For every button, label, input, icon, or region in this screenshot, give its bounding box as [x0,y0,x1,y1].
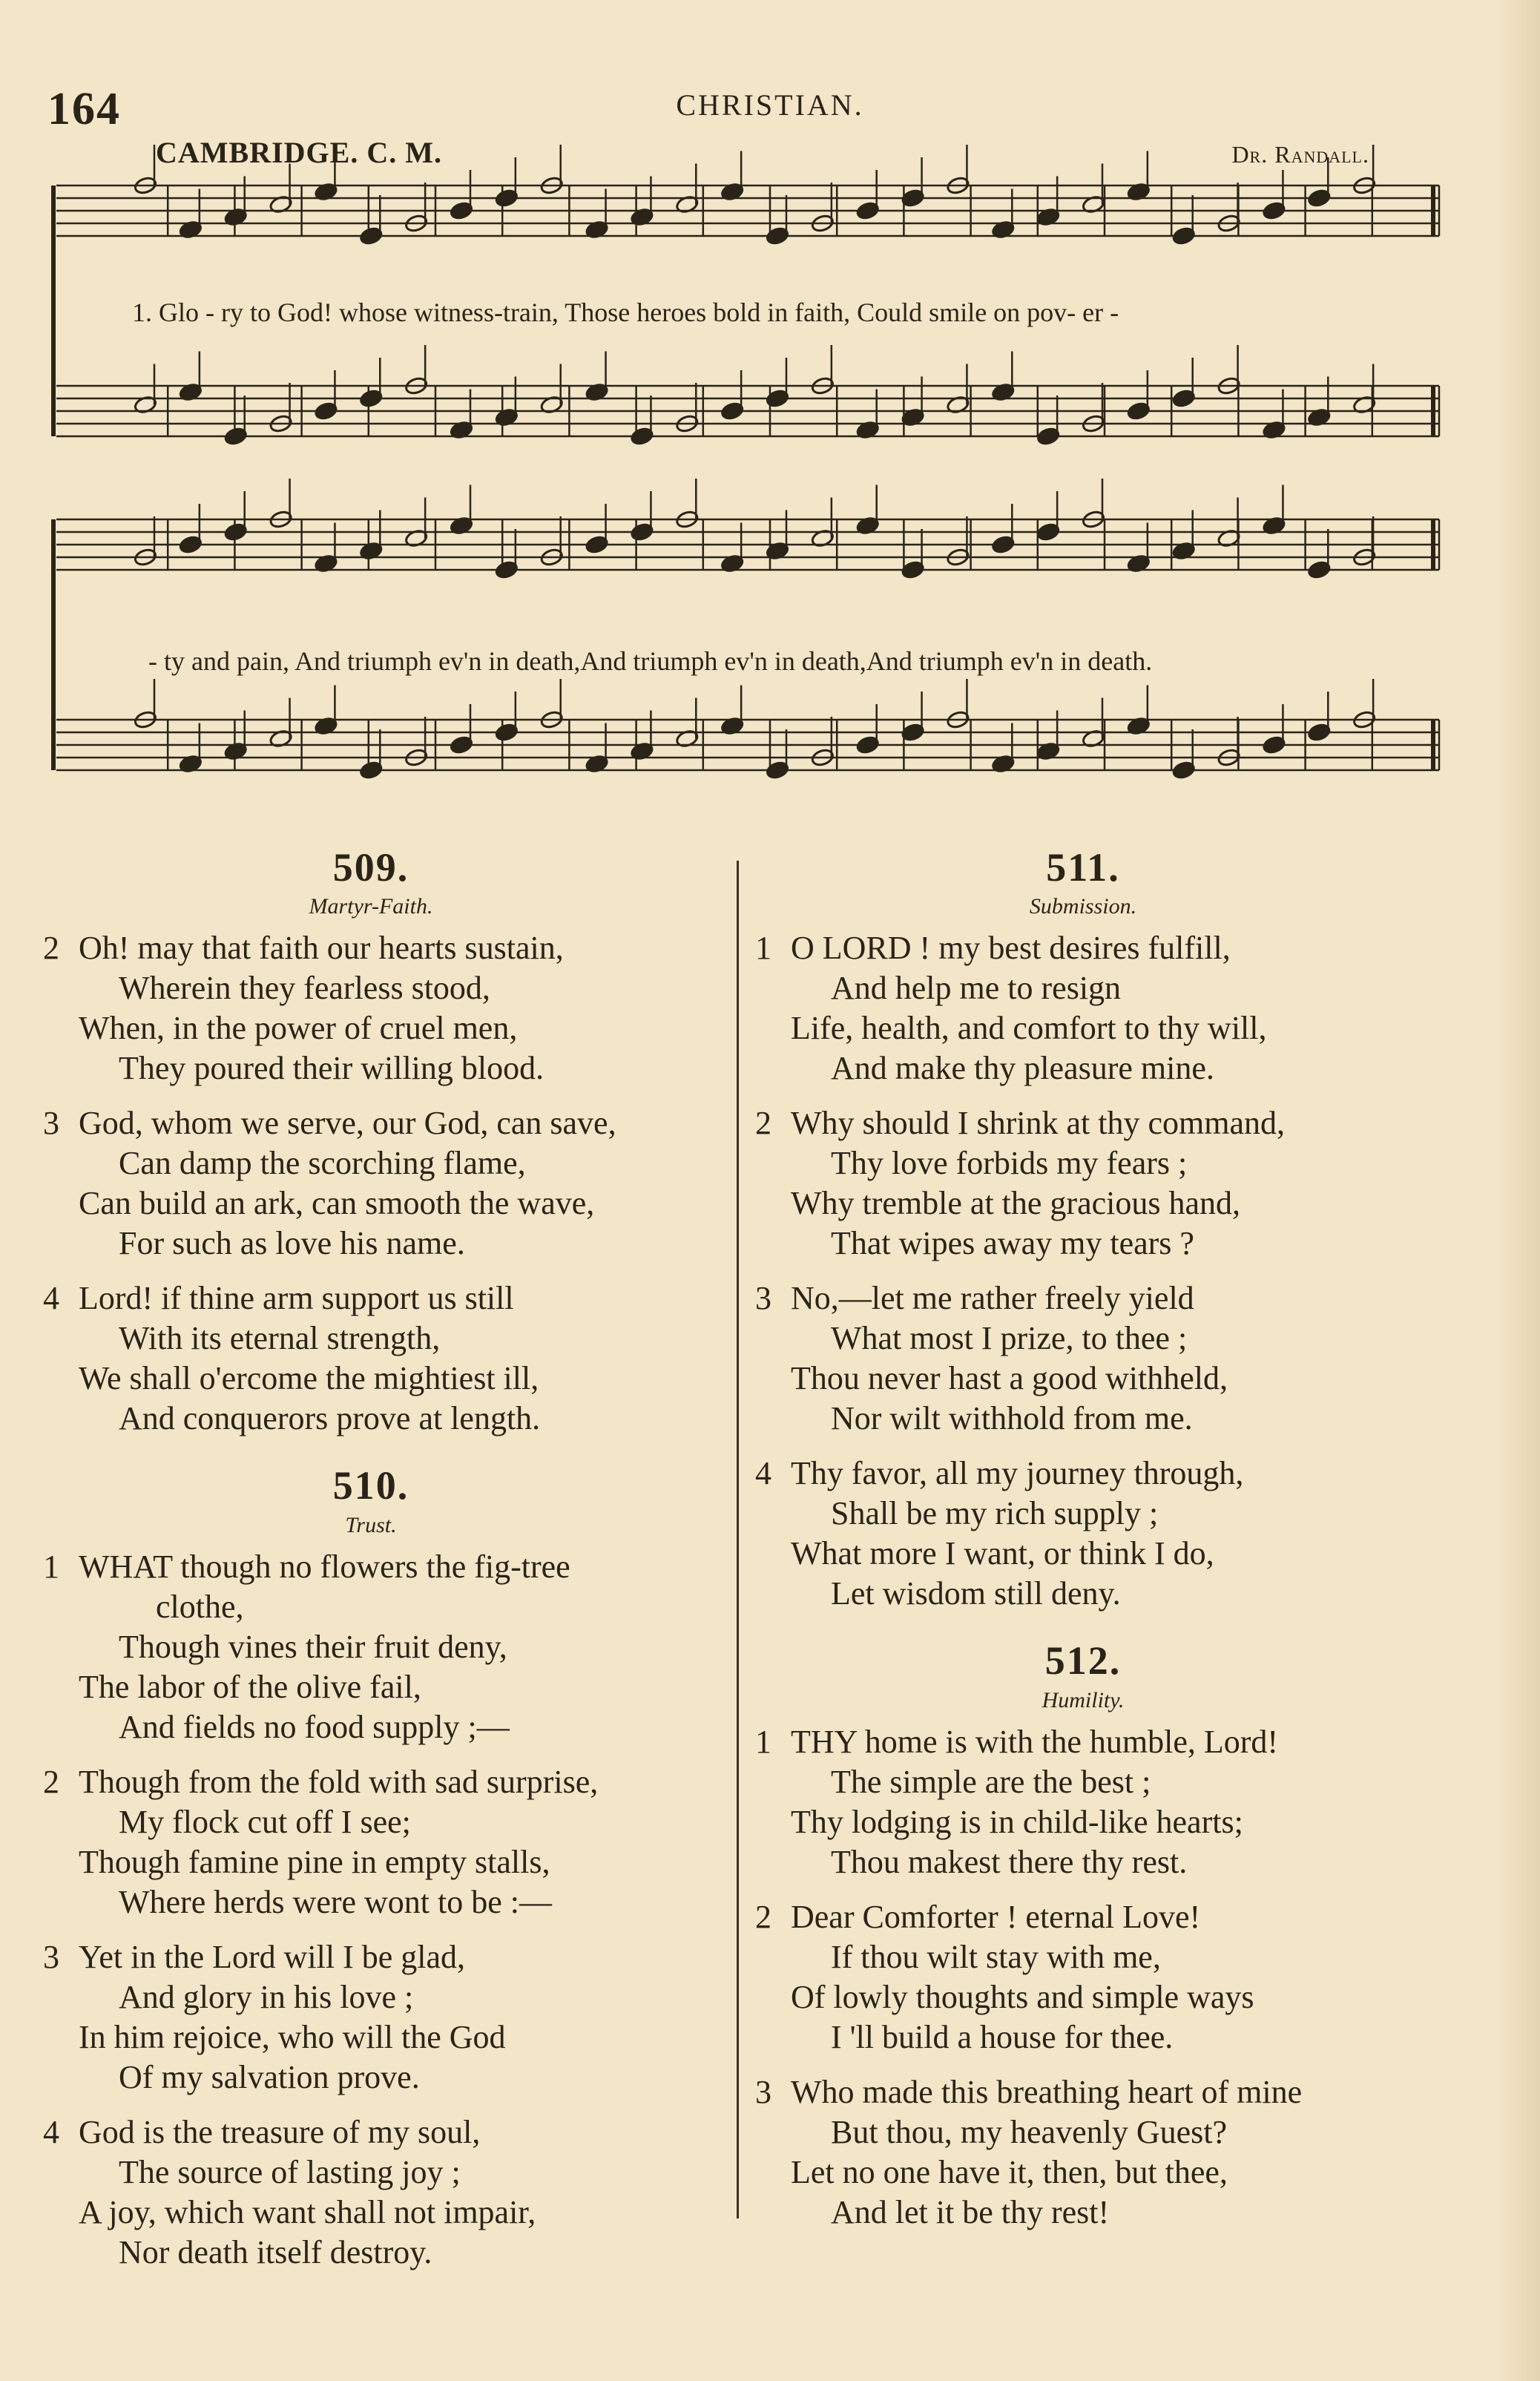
hymn-line: Who made this breathing heart of mine [791,2073,1303,2110]
hymn-510 [30,1464,712,2272]
verse-number: 4 [43,2113,59,2150]
verse-number: 2 [43,1763,59,1800]
left-column [30,846,712,2298]
stanza [742,2072,1424,2233]
hymn-line: The simple are the best ; [831,1763,1151,1800]
verse-number: 4 [43,1280,59,1317]
hymn-line: And help me to resign [831,970,1122,1007]
stanza [742,1722,1424,1882]
lyric-line-1: 1. Glo - ry to God! whose witness-train, Those heroes bold in faith, Could smile on pov- er - [132,298,1119,327]
hymn-line: Life, health, and comfort to thy will, [791,1010,1267,1047]
stanza [30,2112,712,2273]
hymn-line: My flock cut off I see; [119,1803,411,1840]
hymn-line: God, whom we serve, our God, can save, [79,1105,616,1142]
hymn-line: Can build an ark, can smooth the wave, [79,1185,595,1222]
verse-number: 2 [43,930,59,967]
hymn-line: Thy favor, all my journey through, [791,1455,1244,1492]
hymn-subtitle: Submission. [1029,894,1137,919]
hymn-line: Why tremble at the gracious hand, [791,1185,1241,1222]
composer-name: Dr. Randall. [1231,141,1369,168]
stanza [30,928,712,1088]
hymn-line: Let no one have it, then, but thee, [791,2153,1228,2190]
verse-number: 1 [755,930,771,967]
hymn-line: THY home is with the humble, Lord! [791,1723,1279,1760]
hymn-line: And make thy pleasure mine. [831,1050,1214,1087]
verse-number: 1 [43,1548,59,1585]
hymn-line: In him rejoice, who will the God [79,2018,506,2055]
music-score [0,0,1540,838]
hymn-line: Dear Comforter ! eternal Love! [791,1898,1201,1935]
hymn-subtitle: Humility. [1042,1687,1125,1712]
hymn-line: Nor death itself destroy. [119,2233,432,2270]
hymn-line: I 'll build a house for thee. [831,2018,1174,2055]
stanza [30,1937,712,2098]
hymn-line: Lord! if thine arm support us still [79,1280,514,1317]
verse-number: 3 [43,1105,59,1142]
verse-number: 3 [755,1280,771,1317]
hymn-line: Yet in the Lord will I be glad, [79,1938,466,1975]
hymn-line: That wipes away my tears ? [831,1225,1194,1262]
verse-number: 3 [43,1938,59,1975]
hymn-line: They poured their willing blood. [119,1050,544,1087]
hymn-line: For such as love his name. [119,1225,465,1262]
hymn-line: God is the treasure of my soul, [79,2113,481,2150]
hymn-509 [30,846,712,1439]
stanza [742,1454,1424,1614]
hymn-line: If thou wilt stay with me, [831,1938,1161,1975]
hymn-subtitle: Trust. [345,1512,397,1537]
verse-number: 3 [755,2073,771,2110]
right-column [742,846,1424,2258]
hymn-line: Of my salvation prove. [119,2058,420,2095]
hymn-line: And let it be thy rest! [831,2193,1110,2230]
hymn-line: Though famine pine in empty stalls, [79,1843,550,1880]
hymn-line: What most I prize, to thee ; [831,1320,1188,1357]
hymn-line: Though vines their fruit deny, [119,1628,507,1665]
verse-number: 2 [755,1898,771,1935]
hymn-number: 510. [332,1463,409,1508]
page-number: 164 [47,84,121,134]
hymn-line: Though from the fold with sad surprise, [79,1763,599,1800]
running-title: CHRISTIAN. [676,88,864,122]
hymn-line: Nor wilt withhold from me. [831,1400,1193,1437]
hymn-line: But thou, my heavenly Guest? [831,2113,1228,2150]
hymn-line: clothe, [156,1588,244,1625]
stanza [30,1103,712,1264]
lyric-line-2: - ty and pain, And triumph ev'n in death,And triumph ev'n in death,And triumph ev'n in death. [148,646,1153,676]
hymn-line: Can damp the scorching flame, [119,1145,526,1182]
hymn-line: What more I want, or think I do, [791,1535,1214,1572]
hymn-line: O LORD ! my best desires fulfill, [791,930,1231,967]
hymn-line: When, in the power of cruel men, [79,1010,518,1047]
verse-number: 4 [755,1455,771,1492]
hymn-line: Thou makest there thy rest. [831,1843,1188,1880]
stanza [742,928,1424,1088]
hymn-line: And conquerors prove at length. [119,1400,541,1437]
verse-number: 2 [755,1105,771,1142]
hymn-number: 509. [332,845,409,890]
stanza [742,1897,1424,2057]
stanza [742,1103,1424,1264]
hymn-line: With its eternal strength, [119,1320,441,1357]
stanza [30,1278,712,1439]
hymn-line: We shall o'ercome the mightiest ill, [79,1360,539,1397]
hymn-number: 511. [1046,845,1120,890]
hymn-line: Thy love forbids my fears ; [831,1145,1188,1182]
stanza [30,1547,712,1747]
hymn-line: Wherein they fearless stood, [119,970,490,1007]
verse-number: 1 [755,1723,771,1760]
hymn-line: Of lowly thoughts and simple ways [791,1978,1254,2015]
hymn-line: Shall be my rich supply ; [831,1495,1159,1532]
hymn-line: Where herds were wont to be :— [119,1883,553,1920]
hymn-511 [742,846,1424,1614]
hymn-512 [742,1639,1424,2232]
hymn-line: Thy lodging is in child-like hearts; [791,1803,1243,1840]
hymn-line: Let wisdom still deny. [831,1575,1121,1612]
stanza [742,1278,1424,1439]
hymn-line: Why should I shrink at thy command, [791,1105,1286,1142]
hymn-subtitle: Martyr-Faith. [309,894,433,919]
tune-name: CAMBRIDGE. C. M. [156,136,442,169]
hymn-line: WHAT though no flowers the fig-tree [79,1548,570,1585]
hymn-line: And fields no food supply ;— [119,1708,510,1745]
column-divider [737,861,739,2219]
hymn-line: Oh! may that faith our hearts sustain, [79,930,564,967]
hymn-line: And glory in his love ; [119,1978,414,2015]
hymn-line: No,—let me rather freely yield [791,1280,1194,1317]
hymn-line: Thou never hast a good withheld, [791,1360,1228,1397]
hymn-number: 512. [1044,1638,1122,1684]
hymn-line: The source of lasting joy ; [119,2153,461,2190]
stanza [30,1762,712,1922]
hymn-line: The labor of the olive fail, [79,1668,421,1705]
hymn-line: A joy, which want shall not impair, [79,2193,536,2230]
